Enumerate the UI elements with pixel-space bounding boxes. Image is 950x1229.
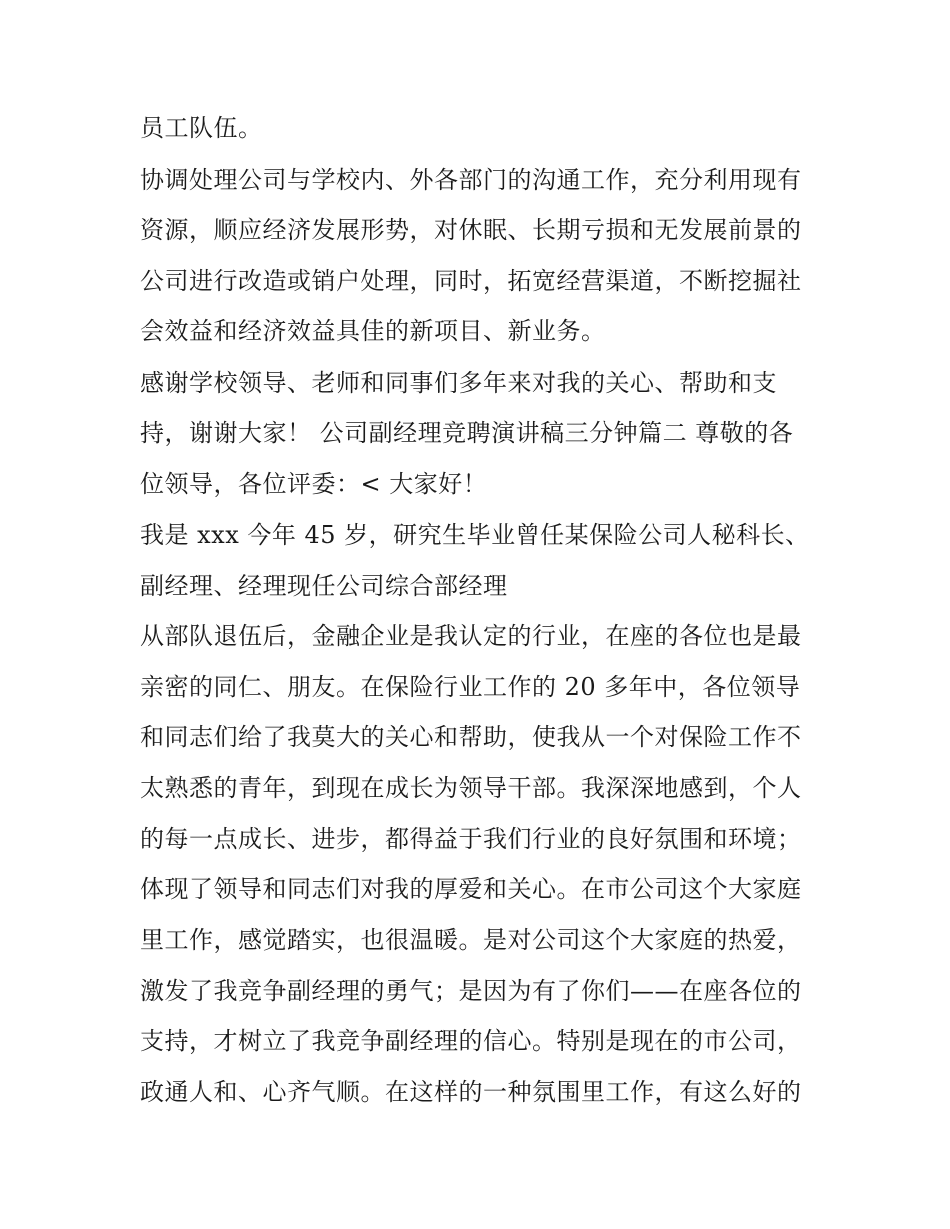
text-line: 会效益和经济效益具佳的新项目、新业务。	[140, 317, 606, 345]
text-line: 协调处理公司与学校内、外各部门的沟通工作，充分利用现有	[140, 166, 802, 194]
text-line: 副经理、经理现任公司综合部经理	[140, 572, 508, 600]
text-line: 激发了我竞争副经理的勇气；是因为有了你们——在座各位的	[140, 977, 802, 1005]
text-line: 政通人和、心齐气顺。在这样的一种氛围里工作，有这么好的	[140, 1078, 802, 1106]
text-line: 体现了领导和同志们对我的厚爱和关心。在市公司这个大家庭	[140, 875, 802, 903]
text-line: 位领导，各位评委：< 大家好！	[140, 470, 488, 498]
text-line: 亲密的同仁、朋友。在保险行业工作的 20 多年中，各位领导	[140, 673, 801, 701]
text-line: 我是 xxx 今年 45 岁，研究生毕业曾任某保险公司人秘科长、	[140, 521, 810, 549]
text-line: 里工作，感觉踏实，也很温暖。是对公司这个大家庭的热爱，	[140, 926, 802, 954]
text-line: 太熟悉的青年，到现在成长为领导干部。我深深地感到，个人	[140, 774, 802, 802]
text-line: 支持，才树立了我竞争副经理的信心。特别是现在的市公司，	[140, 1027, 802, 1055]
text-line: 的每一点成长、进步，都得益于我们行业的良好氛围和环境；	[140, 825, 802, 853]
text-line: 持，谢谢大家！ 公司副经理竞聘演讲稿三分钟篇二 尊敬的各	[140, 419, 794, 447]
text-line: 从部队退伍后，金融企业是我认定的行业，在座的各位也是最	[140, 622, 802, 650]
text-line: 员工队伍。	[140, 114, 263, 142]
text-line: 公司进行改造或销户处理，同时，拓宽经营渠道，不断挖掘社	[140, 267, 802, 295]
text-line: 和同志们给了我莫大的关心和帮助，使我从一个对保险工作不	[140, 723, 802, 751]
text-line: 资源，顺应经济发展形势，对休眠、长期亏损和无发展前景的	[140, 216, 802, 244]
text-line: 感谢学校领导、老师和同事们多年来对我的关心、帮助和支	[140, 369, 777, 397]
